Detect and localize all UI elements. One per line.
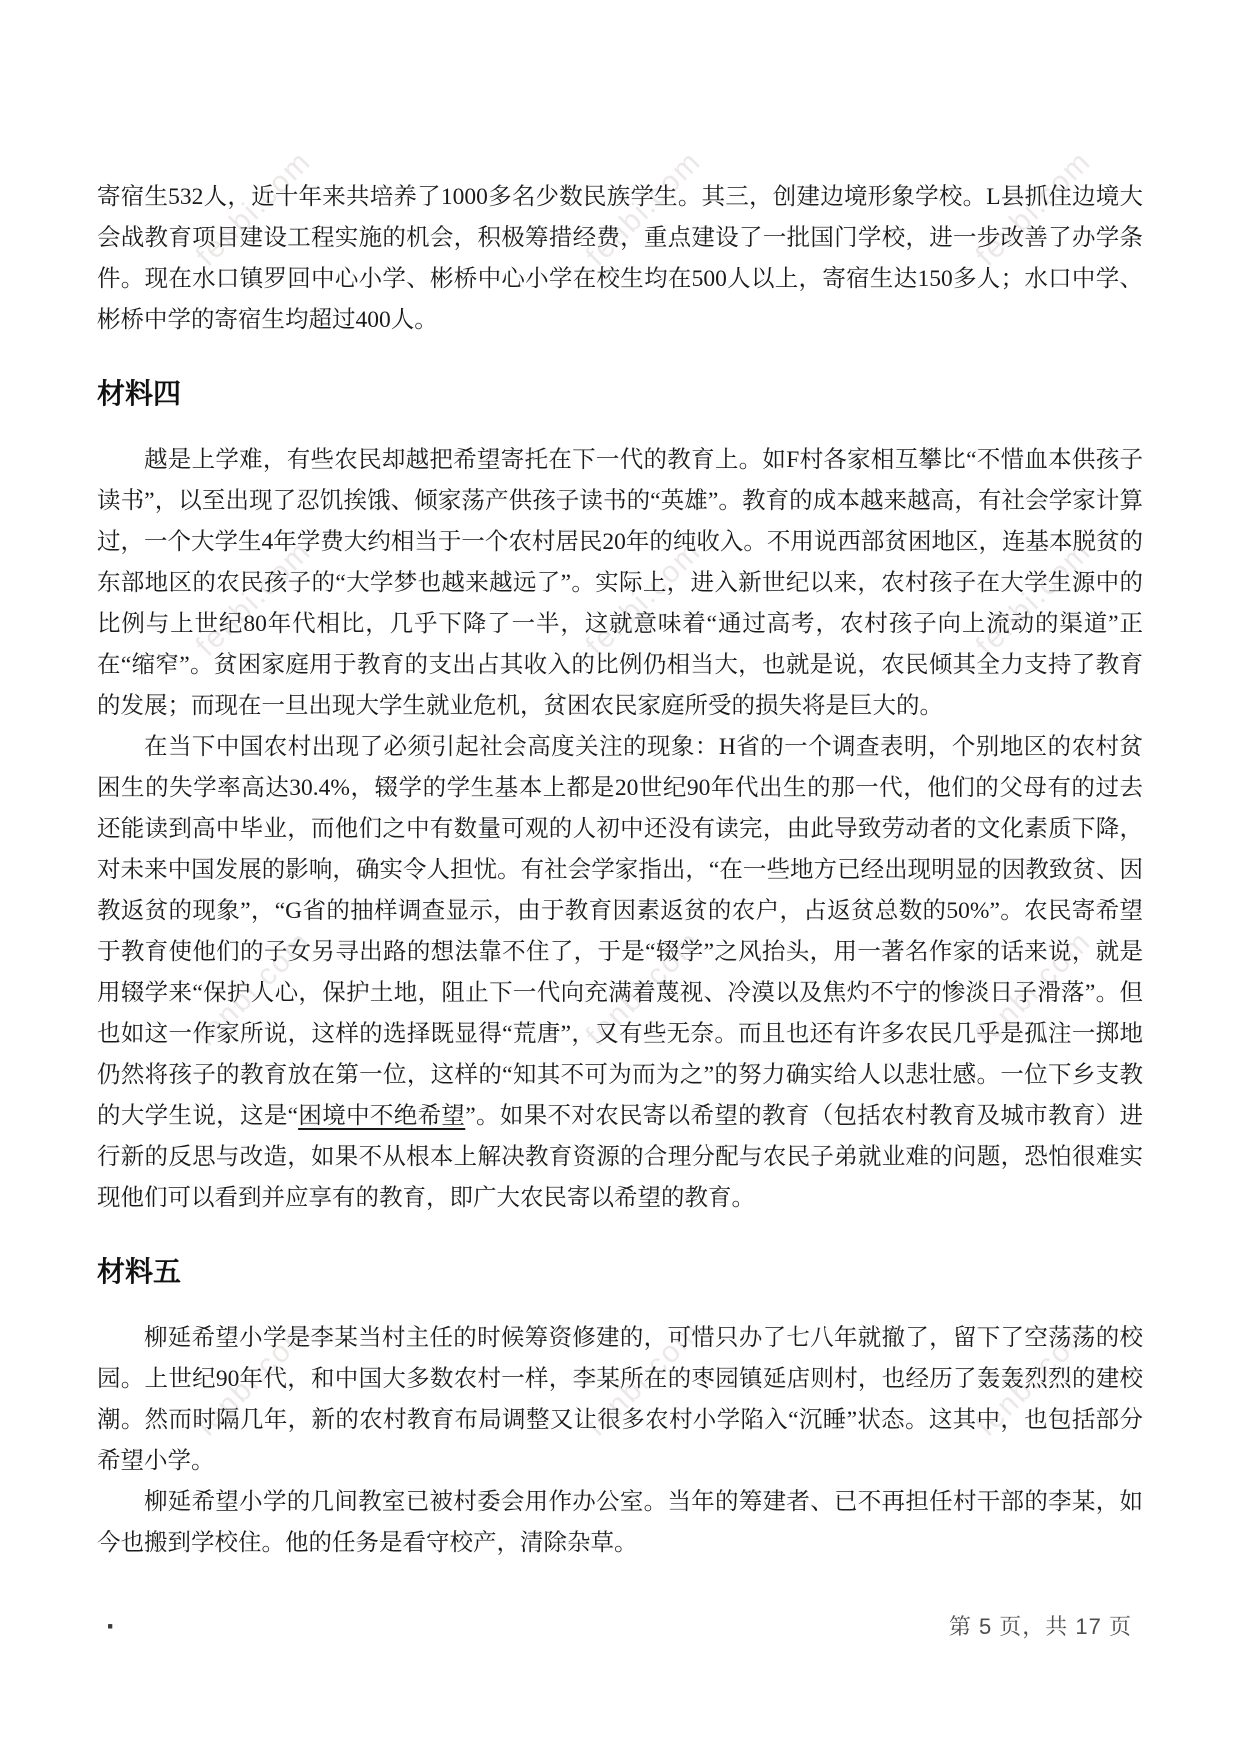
body-paragraph: [97, 1482, 1143, 1564]
watermark-text: fenbi.com: [969, 1314, 1098, 1443]
watermark-text: fenbi.com: [579, 924, 708, 1053]
body-paragraph: [97, 727, 1143, 1219]
watermark-text: fenbi.com: [969, 534, 1098, 663]
watermark-text: fenbi.com: [189, 534, 318, 663]
underlined-phrase: 困境中不绝希望: [298, 1103, 466, 1129]
watermark-text: fenbi.com: [189, 924, 318, 1053]
text-segment: 在当下中国农村出现了必须引起社会高度关注的现象：H省的一个调查表明，个别地区的农村贫困生的失学率高达30.4%，辍学的学生基本上都是20世纪90年代出生的那一代，他们的父母有的过去还能读到高中毕业，而他们之中有数量可观的人初中还没有读完，由此导致劳动者的文化素质下降，对未来中国发展的影响，确实令人担忧。有社会学家指出，“在一些地方已经出现明显的因教致贫、因教返贫的现象”，“G省的抽样调查显示，由于教育因素返贫的农户，占返贫总数的50%”。农民寄希望于教育使他们的子女另寻出路的想法靠不住了，于是“辍学”之风抬头，用一著名作家的话来说，就是用辍学来“保护人心，保护土地，阻止下一代向充满着蔑视、冷漠以及焦灼不宁的惨淡日子滑落”。但也如这一作家所说，这样的选择既显得“荒唐”，又有些无奈。而且也还有许多农民几乎是孤注一掷地仍然将孩子的教育放在第一位，这样的“知其不可为而为之”的努力确实给人以悲壮感。一位下乡支教的大学生说，这是“: [97, 734, 1143, 1129]
text-segment: ”。如果不对农民寄以希望的教育（包括农村教育及城市教育）进行新的反思与改造，如果不从根本上解决教育资源的合理分配与农民子弟就业难的问题，恐怕很难实现他们可以看到并应享有的教育，即广大农民寄以希望的教育。: [97, 1103, 1144, 1211]
watermark-text: fenbi.com: [579, 534, 708, 663]
body-paragraph: [97, 1318, 1143, 1482]
material-heading: 材料五: [97, 1257, 182, 1288]
text-segment: 柳延希望小学是李某当村主任的时候筹资修建的，可惜只办了七八年就撤了，留下了空荡荡的校园。上世纪90年代，和中国大多数农村一样，李某所在的枣园镇延店则村，也经历了轰轰烈烈的建校潮。然而时隔几年，新的农村教育布局调整又让很多农村小学陷入“沉睡”状态。这其中，也包括部分希望小学。: [97, 1325, 1143, 1474]
watermark-text: fenbi.com: [579, 144, 708, 273]
text-segment: 越是上学难，有些农民却越把希望寄托在下一代的教育上。如F村各家相互攀比“不惜血本供孩子读书”，以至出现了忍饥挨饿、倾家荡产供孩子读书的“英雄”。教育的成本越来越高，有社会学家计算过，一个大学生4年学费大约相当于一个农村居民20年的纯收入。不用说西部贫困地区，连基本脱贫的东部地区的农民孩子的“大学梦也越来越远了”。实际上，进入新世纪以来，农村孩子在大学生源中的比例与上世纪80年代相比，几乎下降了一半，这就意味着“通过高考，农村孩子向上流动的渠道”正在“缩窄”。贫困家庭用于教育的支出占其收入的比例仍相当大，也就是说，农民倾其全力支持了教育的发展；而现在一旦出现大学生就业危机，贫困农民家庭所受的损失将是巨大的。: [97, 447, 1143, 719]
watermark-text: fenbi.com: [969, 144, 1098, 273]
document-content: [97, 177, 1143, 1564]
watermark-text: fenbi.com: [579, 1314, 708, 1443]
page-number-label: 第 5 页，共 17 页: [948, 1614, 1132, 1639]
watermark-text: fenbi.com: [189, 144, 318, 273]
text-segment: 柳延希望小学的几间教室已被村委会用作办公室。当年的筹建者、已不再担任村干部的李某，如今也搬到学校住。他的任务是看守校产，清除杂草。: [97, 1489, 1143, 1556]
body-paragraph: [97, 440, 1143, 727]
corner-dot-mark: ·: [106, 1610, 116, 1643]
text-segment: 寄宿生532人，近十年来共培养了1000多名少数民族学生。其三，创建边境形象学校。L县抓住边境大会战教育项目建设工程实施的机会，积极筹措经费，重点建设了一批国门学校，进一步改善了办学条件。现在水口镇罗回中心小学、彬桥中心小学在校生均在500人以上，寄宿生达150多人；水口中学、彬桥中学的寄宿生均超过400人。: [97, 184, 1143, 333]
body-paragraph: [97, 177, 1143, 341]
watermark-text: fenbi.com: [189, 1314, 318, 1443]
material-heading: 材料四: [97, 379, 182, 410]
page-footer: [0, 1606, 1240, 1650]
watermark-text: fenbi.com: [969, 924, 1098, 1053]
